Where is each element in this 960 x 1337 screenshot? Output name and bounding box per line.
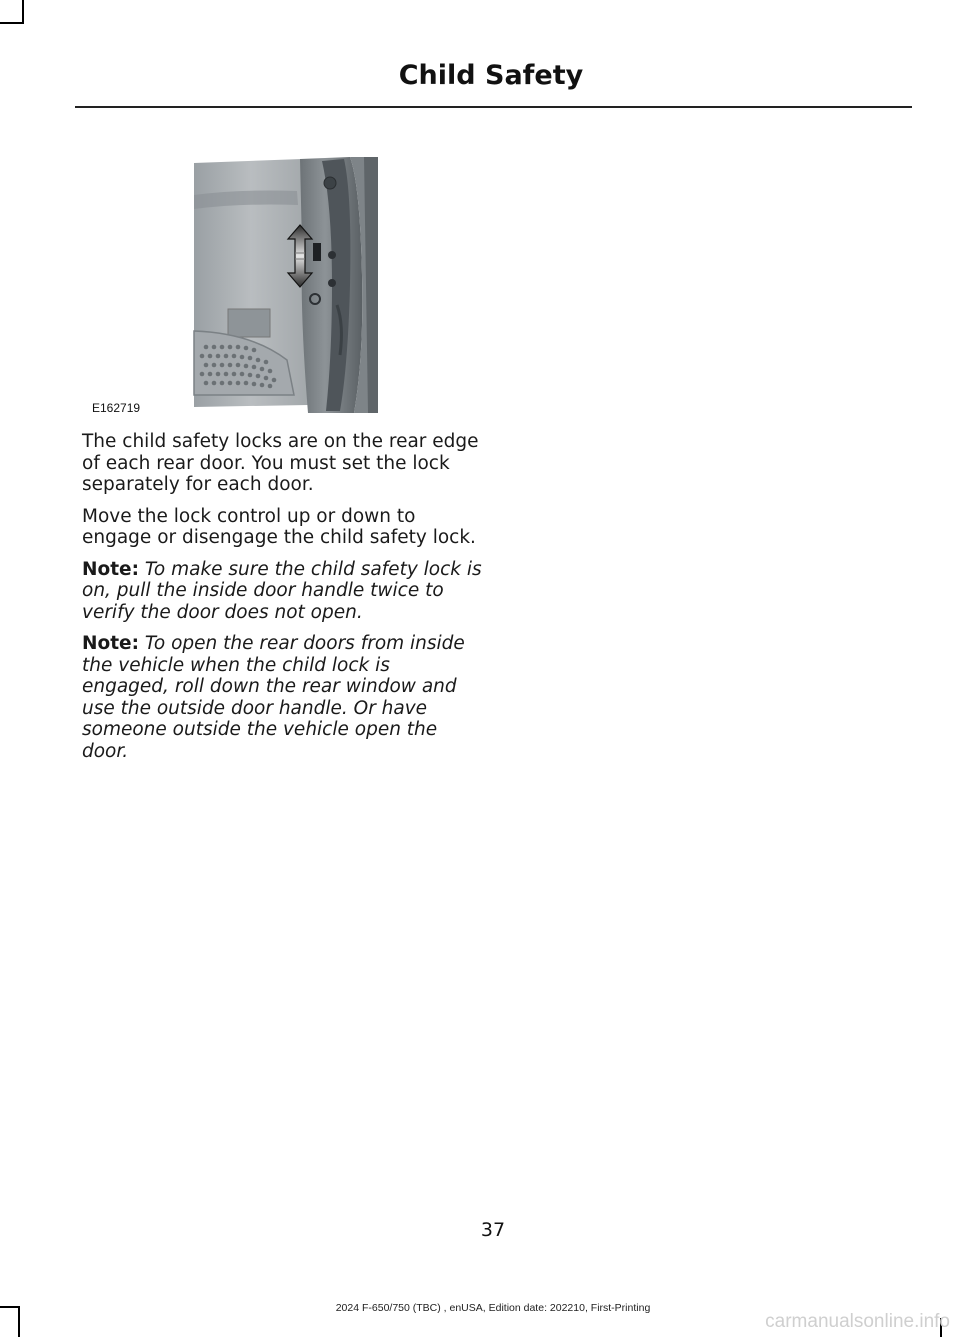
watermark: carmanualsonline.info [765,1311,950,1332]
paragraph: Move the lock control up or down to engage or disengage the child safety lock. [82,505,476,548]
door-lock-figure [82,155,474,418]
crop-mark [0,22,22,24]
paragraph: The child safety locks are on the rear edge of each rear door. You must set the lock separately for each door. [82,431,479,495]
note [82,559,482,624]
note [82,633,482,762]
note-text: To open the rear doors from inside the vehicle when the child lock is engaged, roll down the rear window and use the outside door handle. Or have someone outside the vehicle open the door. [82,633,465,762]
note-text: To make sure the child safety lock is on, pull the inside door handle twice to verify the door does not open. [82,558,482,623]
edition-footer: 2024 F-650/750 (TBC) , enUSA, Edition date: 202210, First-Printing [335,1302,651,1314]
page-title: Child Safety [398,60,584,91]
header-rule [75,106,912,108]
body-text [82,431,482,772]
crop-mark [22,0,24,24]
page-number: 37 [480,1219,506,1241]
note-label: Note: [82,633,139,654]
door-edge-illustration [82,155,474,418]
note-label: Note: [82,558,139,580]
figure-code: E162719 [92,401,141,415]
